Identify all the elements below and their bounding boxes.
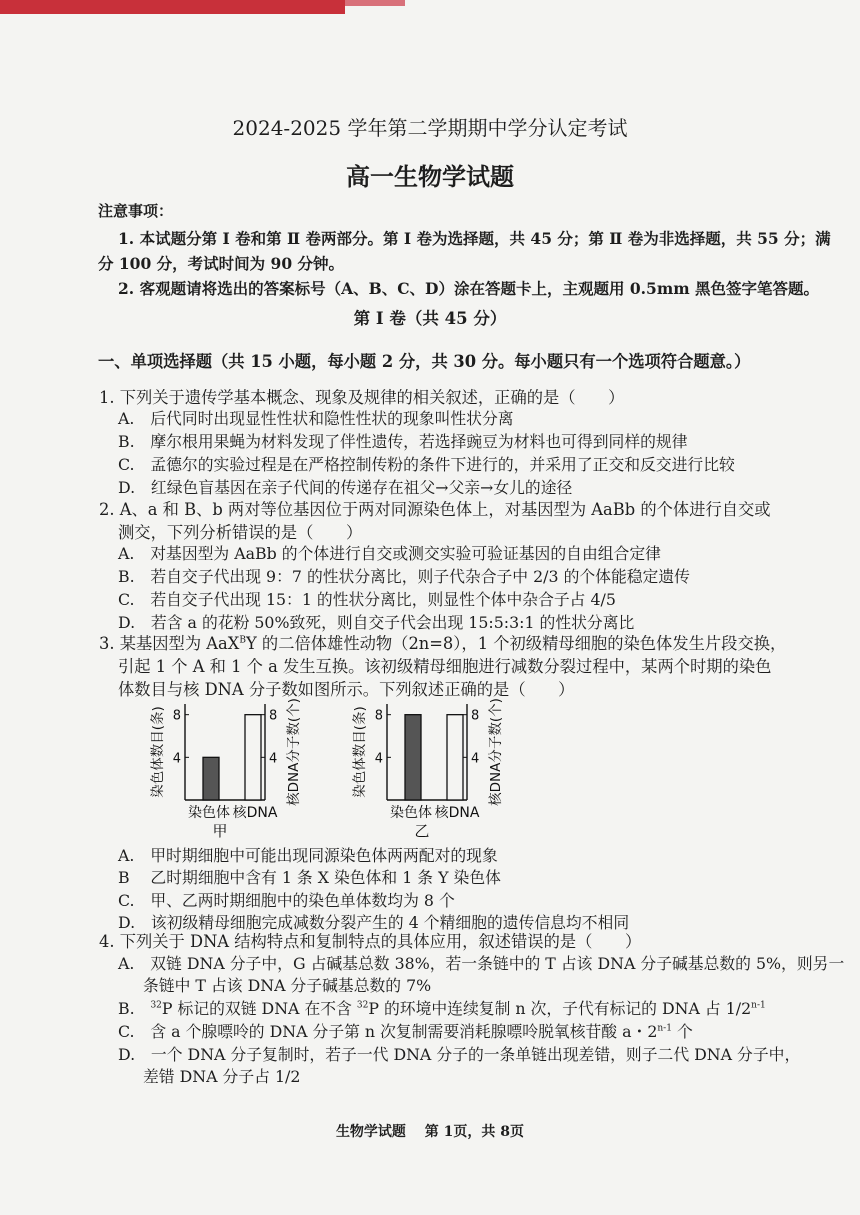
- q2-stem-line-1: 2. A、a 和 B、b 两对等位基因位于两对同源染色体上，对基因型为 AaBb 的个体进行自交或: [99, 500, 771, 519]
- q2-option-d: D. 若含 a 的花粉 50%致死，则自交子代会出现 15:5:3:1 的性状分离比: [118, 613, 635, 632]
- q1-option-d: D. 红绿色盲基因在亲子代间的传递存在祖父→父亲→女儿的途径: [118, 478, 573, 497]
- y-tick-label-left: 4: [172, 751, 181, 767]
- part-title: 第 Ⅰ 卷（共 45 分）: [353, 309, 507, 328]
- top-edge-stripe-fade: [345, 0, 405, 6]
- notice-item-1-line-1: 1. 本试题分第 Ⅰ 卷和第 Ⅱ 卷两部分。第 Ⅰ 卷为选择题，共 45 分；第 Ⅱ 卷为非选择题，共 55 分；满: [118, 229, 831, 248]
- q2-stem-line-2: 测交，下列分析错误的是（ ）: [118, 523, 363, 542]
- page-footer: 生物学试题 第 1页，共 8页: [335, 1124, 525, 1140]
- subject-title: 高一生物学试题: [346, 162, 514, 191]
- q4-option-b: B. $^{32}$P 标记的双链 DNA 在不含 $^{32}$P 的环境中连续复制 n 次，子代有标记的 DNA 占 1/2$^{n-1}$: [118, 999, 766, 1018]
- q4-option-d-line-2: 差错 DNA 分子占 1/2: [143, 1067, 301, 1086]
- q2-option-c: C. 若自交子代出现 15：1 的性状分离比，则显性个体中杂合子占 4/5: [118, 590, 616, 609]
- q3-stem-line-1: 3. 某基因型为 AaX$^B$Y 的二倍体雄性动物（2n=8），1 个初级精母细胞的染色体发生片段交换，: [99, 634, 787, 653]
- bar-chromosome: [203, 757, 219, 800]
- q1-option-a: A. 后代同时出现显性性状和隐性性状的现象叫性状分离: [118, 409, 514, 428]
- chart-yi: [342, 690, 522, 840]
- q2-option-b: B. 若自交子代出现 9：7 的性状分离比，则子代杂合子中 2/3 的个体能稳定遗传: [118, 567, 690, 586]
- bar-chromosome: [405, 715, 421, 800]
- q4-option-c: C. 含 a 个腺嘌呤的 DNA 分子第 n 次复制需要消耗腺嘌呤脱氧核苷酸 a・2$^{n-1}$ 个: [118, 1022, 693, 1041]
- q4-stem: 4. 下列关于 DNA 结构特点和复制特点的具体应用，叙述错误的是（ ）: [99, 932, 642, 951]
- notice-item-1-line-2: 分 100 分，考试时间为 90 分钟。: [98, 254, 345, 273]
- q3-stem-line-3: 体数目与核 DNA 分子数如图所示。下列叙述正确的是（ ）: [118, 680, 575, 699]
- y-axis-label-right: 核DNA分子数(个): [286, 698, 302, 806]
- q1-option-c: C. 孟德尔的实验过程是在严格控制传粉的条件下进行的，并采用了正交和反交进行比较: [118, 455, 735, 474]
- bar-nuclear-dna: [245, 715, 261, 800]
- notice-heading: 注意事项：: [98, 202, 174, 220]
- y-tick-label-right: 8: [269, 708, 278, 724]
- x-category-label: 染色体: [390, 805, 432, 821]
- q1-stem: 1. 下列关于遗传学基本概念、现象及规律的相关叙述，正确的是（ ）: [99, 388, 625, 407]
- q3-option-b: B 乙时期细胞中含有 1 条 X 染色体和 1 条 Y 染色体: [118, 868, 501, 887]
- y-tick-label-right: 8: [471, 708, 480, 724]
- q4-option-a-line-1: A. 双链 DNA 分子中，G 占碱基总数 38%，若一条链中的 T 占该 DNA 分子碱基总数的 5%，则另一: [118, 954, 845, 973]
- y-tick-label-left: 4: [374, 751, 383, 767]
- q2-option-a: A. 对基因型为 AaBb 的个体进行自交或测交实验可验证基因的自由组合定律: [118, 544, 661, 563]
- y-axis-label-left: 染色体数目(条): [150, 706, 166, 798]
- bar-nuclear-dna: [447, 715, 463, 800]
- x-category-label: 染色体: [188, 805, 230, 821]
- section-title: 一、单项选择题（共 15 小题，每小题 2 分，共 30 分。每小题只有一个选项符合题意。）: [98, 352, 751, 371]
- y-tick-label-right: 4: [269, 751, 278, 767]
- y-tick-label-left: 8: [172, 708, 181, 724]
- q4-option-a-line-2: 条链中 T 占该 DNA 分子碱基总数的 7%: [143, 976, 432, 995]
- y-tick-label-left: 8: [374, 708, 383, 724]
- chart-jia: [140, 690, 320, 840]
- q3-option-d: D. 该初级精母细胞完成减数分裂产生的 4 个精细胞的遗传信息均不相同: [118, 913, 630, 932]
- notice-item-2: 2. 客观题请将选出的答案标号（A、B、C、D）涂在答题卡上，主观题用 0.5mm 黑色签字笔答题。: [118, 279, 820, 298]
- q4-option-d-line-1: D. 一个 DNA 分子复制时，若子一代 DNA 分子的一条单链出现差错，则子二代 DNA 分子中，: [118, 1045, 801, 1064]
- chart-panel-title: 甲: [212, 822, 228, 840]
- top-edge-stripe: [0, 0, 345, 14]
- q3-option-a: A. 甲时期细胞中可能出现同源染色体两两配对的现象: [118, 846, 498, 865]
- q1-option-b: B. 摩尔根用果蝇为材料发现了伴性遗传，若选择豌豆为材料也可得到同样的规律: [118, 432, 688, 451]
- q3-stem-line-2: 引起 1 个 A 和 1 个 a 发生互换。该初级精母细胞进行减数分裂过程中，某两个时期的染色: [118, 657, 772, 676]
- x-category-label: 核DNA: [434, 805, 480, 821]
- chart-panel-title: 乙: [414, 822, 430, 840]
- y-axis-label-left: 染色体数目(条): [352, 706, 368, 798]
- y-axis-label-right: 核DNA分子数(个): [488, 698, 504, 806]
- exam-title: 2024-2025 学年第二学期期中学分认定考试: [232, 116, 628, 140]
- y-tick-label-right: 4: [471, 751, 480, 767]
- x-category-label: 核DNA: [232, 805, 278, 821]
- q3-option-c: C. 甲、乙两时期细胞中的染色单体数均为 8 个: [118, 891, 455, 910]
